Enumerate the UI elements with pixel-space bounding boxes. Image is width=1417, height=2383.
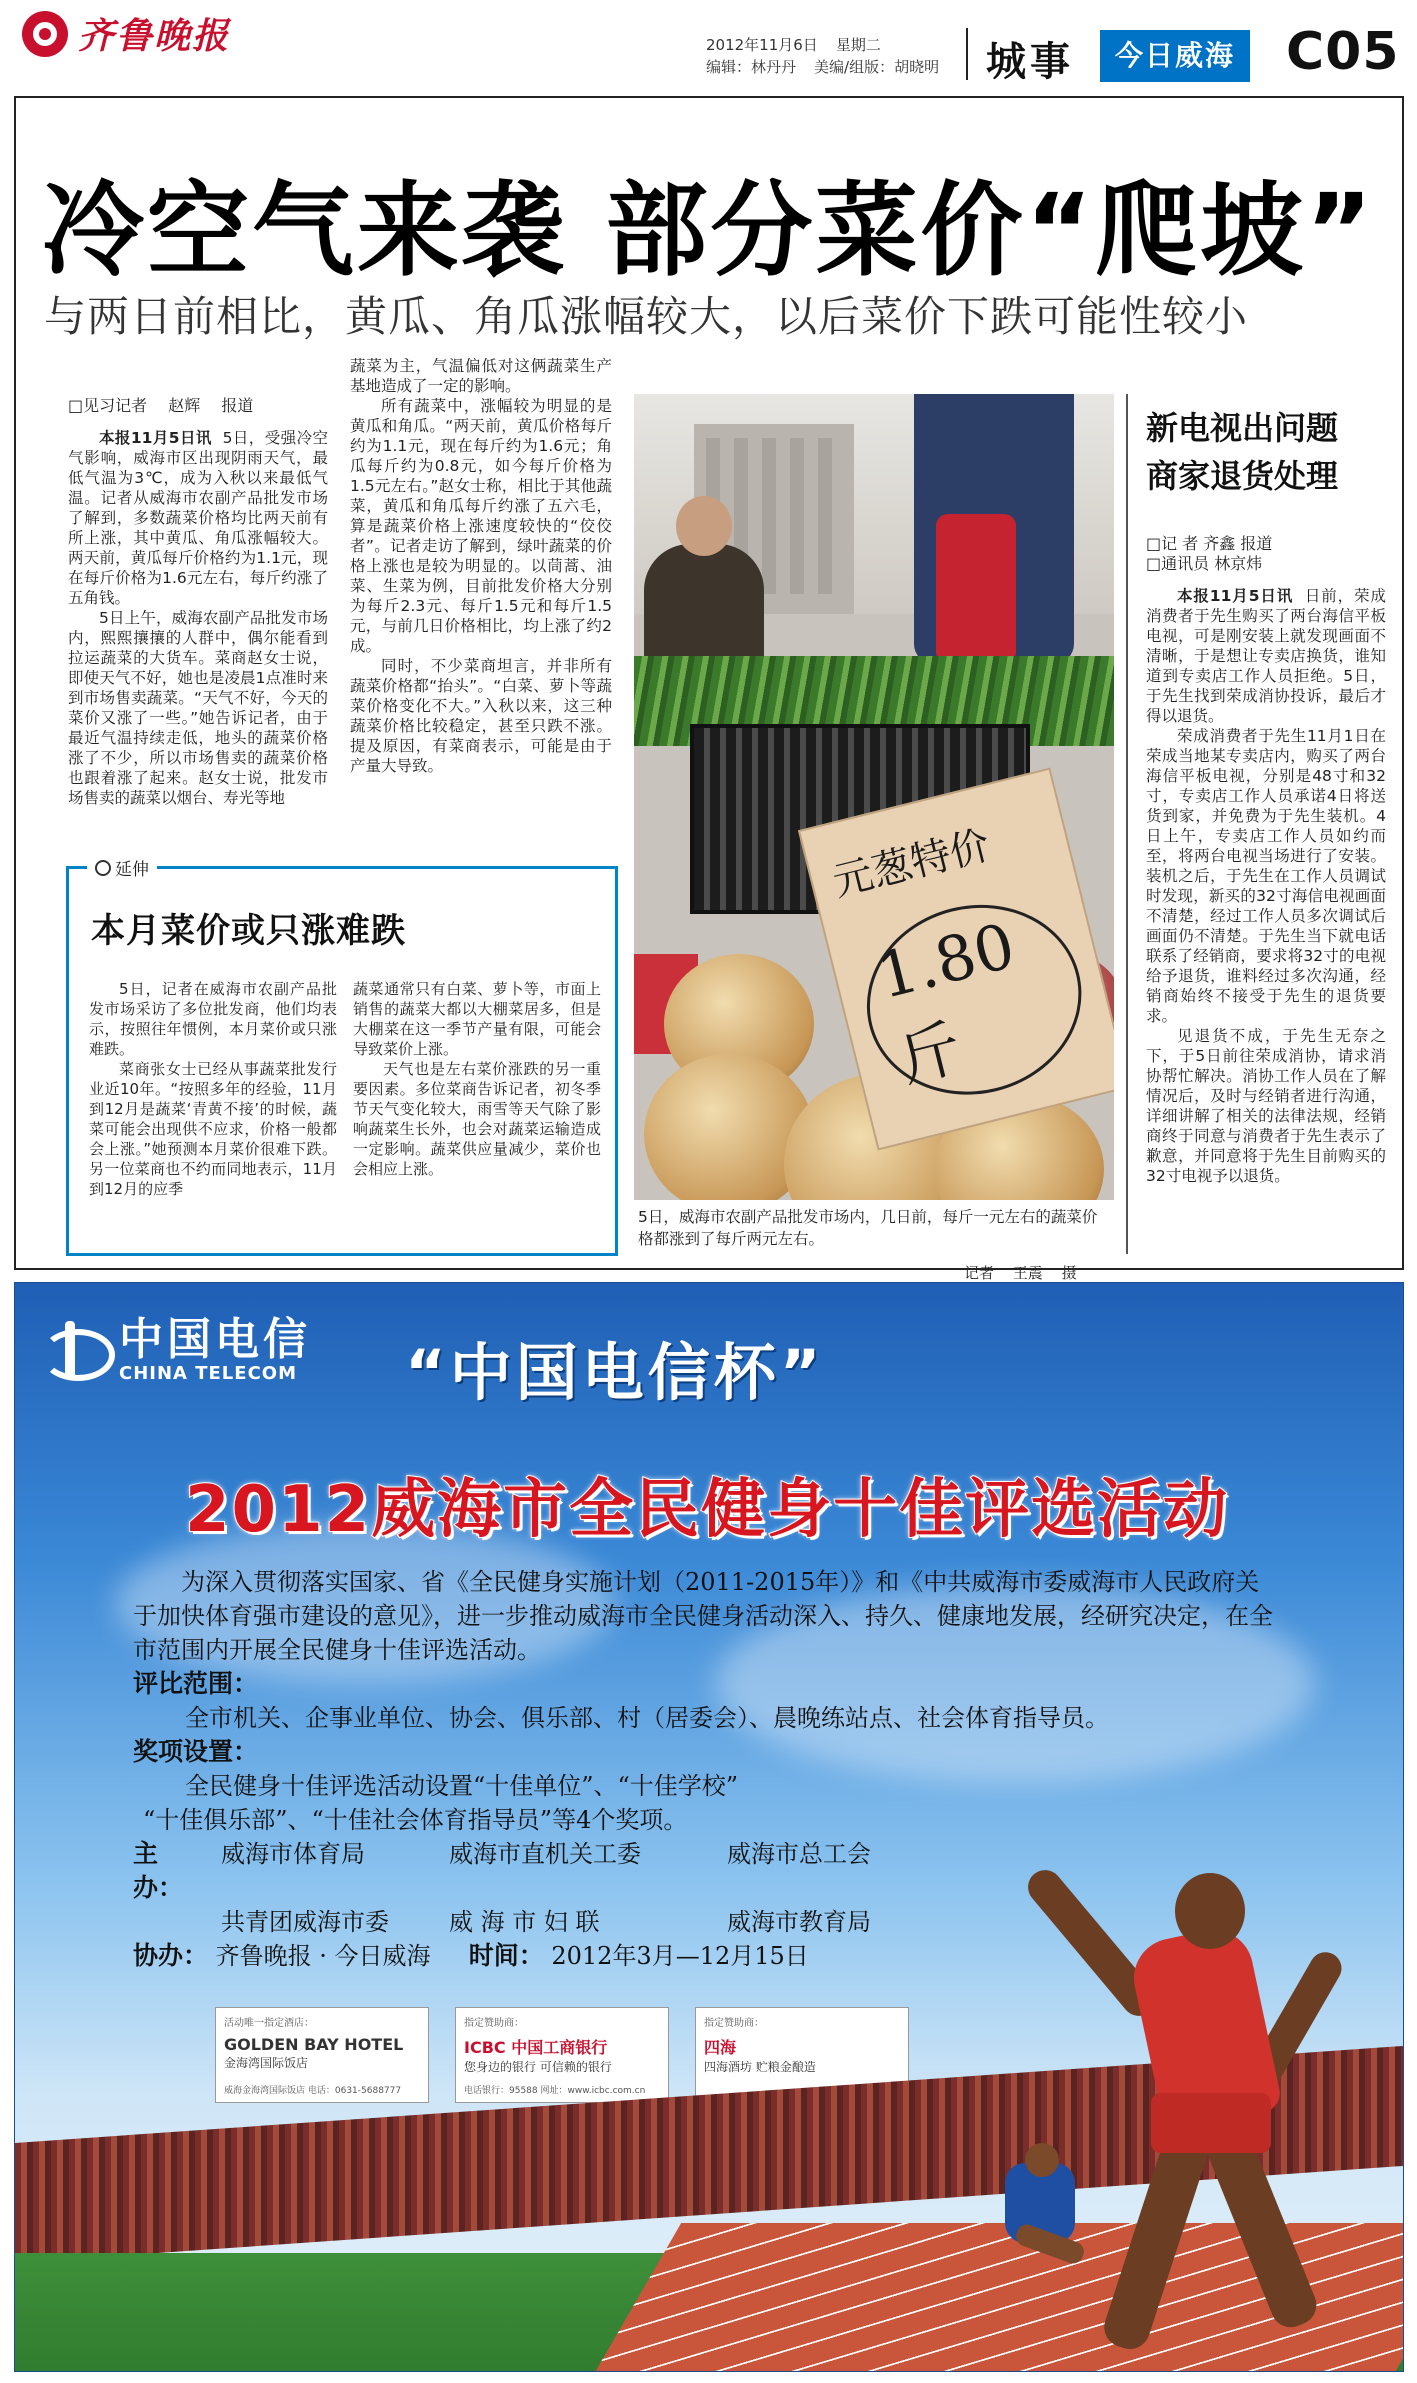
host-label: 主办：: [133, 1839, 184, 1902]
telecom-advertisement: [14, 1282, 1404, 2372]
extension-tag: [87, 855, 157, 880]
issue-weekday: 星期二: [835, 36, 881, 54]
masthead: [0, 0, 1417, 96]
coorg-text: 齐鲁晚报 · 今日威海: [215, 1942, 431, 1970]
event-title: 2012威海市全民健身十佳评选活动: [185, 1473, 1230, 1547]
lead-dateline: 本报11月5日讯: [99, 429, 212, 447]
price-sign-price: 1.80斤: [847, 882, 1102, 1117]
credit-name: 王震: [1012, 1264, 1043, 1282]
china-telecom-emblem-icon: [37, 1321, 107, 1381]
sprinter-figure: [1055, 1843, 1355, 2363]
sidebar-paragraph: [1146, 586, 1386, 726]
ad-intro: 为深入贯彻落实国家、省《全民健身实施计划（2011-2015年）》和《中共威海市委威海市人民政府关于加快体育强市建设的意见》，进一步推动威海市全民健身活动深入、持久、健康地发展，经研究决定，在全市范围内开展全民健身十佳评选活动。: [133, 1568, 1273, 1664]
byline-role: □见习记者: [68, 396, 148, 415]
extension-column-2: [353, 979, 601, 1179]
lead-paragraph-text: 5日，受强冷空气影响，威海市区出现阴雨天气，最低气温为3℃，成为入秋以来最低气温。记者从威海市农副产品批发市场了解到，多数蔬菜价格均比两天前有所上涨，其中黄瓜、角瓜涨幅较大。两天前，黄瓜每斤价格约为1.1元，现在每斤价格为1.6元左右，每斤约涨了五角钱。: [68, 429, 329, 607]
section-name: 城事: [986, 39, 1074, 85]
paper-name: 齐鲁晚报: [78, 15, 231, 57]
circle-icon: [95, 860, 111, 876]
designer-credit: 美编/组版：胡晓明: [814, 58, 940, 76]
lead-paragraph: 同时，不少菜商坦言，并非所有蔬菜价格都“抬头”。“白菜、萝卜等蔬菜价格变化不大。”入秋以来，这三种蔬菜价格比较稳定，甚至只跌不涨。提及原因，有菜商表示，可能是由于产量大导致。: [350, 657, 612, 775]
time-text: 2012年3月—12月15日: [551, 1942, 809, 1970]
sponsor-footer: 电话银行：95588 网址：www.icbc.com.cn: [464, 2086, 646, 2096]
masthead-divider: [966, 28, 968, 80]
sponsor-brand-sub: 金海湾国际饭店: [224, 2056, 309, 2070]
page-number: C05: [1286, 22, 1400, 82]
host-item: 威海市直机关工委: [449, 1840, 641, 1868]
scope-label: 评比范围：: [133, 1669, 259, 1698]
sponsor-brand: GOLDEN BAY HOTEL: [224, 2035, 404, 2054]
sponsor-brand-sub: 四海酒坊 贮粮金酿造: [704, 2060, 816, 2074]
host-item: 威海市教育局: [727, 1908, 871, 1936]
news-frame: [14, 96, 1404, 1282]
photo-shopper: [914, 394, 1074, 664]
host-item: 威海市体育局: [221, 1840, 365, 1868]
extension-paragraph: 菜商张女士已经从事蔬菜批发行业近10年。“按照多年的经验，11月到12月是蔬菜‘青黄不接’的时候，蔬菜可能会出现供不应求，价格一般都会上涨。”她预测本月菜价很难下跌。另一位菜商也不约而同地表示，11月到12月的应季: [89, 1060, 337, 1198]
market-photo: [634, 394, 1114, 1200]
extension-title: 本月菜价或只涨难跌: [91, 911, 406, 951]
sidebar-paragraph: 见退货不成，于先生无奈之下，于5日前往荣成消协，请求消协帮忙解决。消协工作人员在了解情况后，及时与经销者进行沟通，详细讲解了相关的法律法规，经销商终于同意与消费者于先生表示了歉意，并同意将于先生目前购买的32寸电视予以退货。: [1146, 1027, 1386, 1185]
awards-label: 奖项设置：: [133, 1737, 259, 1766]
extension-column-1: [89, 979, 337, 1199]
sidebar-headline: [1146, 404, 1338, 500]
credit-role: 记者: [964, 1264, 995, 1282]
lead-paragraph: 蔬菜为主，气温偏低对这俩蔬菜生产基地造成了一定的影响。: [350, 357, 612, 395]
sponsor-caption: 指定赞助商：: [704, 2018, 764, 2029]
lead-paragraph: [68, 428, 328, 608]
cup-title: “中国电信杯”: [405, 1336, 825, 1409]
section-badge: 今日威海: [1100, 30, 1250, 82]
sponsor-footer: 威海金海湾国际饭店 电话：0631-5688777: [224, 2086, 402, 2096]
sponsor-hotel: [215, 2007, 429, 2103]
lead-paragraph: 所有蔬菜中，涨幅较为明显的是黄瓜和角瓜。“两天前，黄瓜价格每斤约为1.1元，现在每斤约为1.6元；角瓜每斤约为0.8元，如今每斤价格为1.5元左右。”赵女士称，相比于其他蔬菜，黄瓜和角瓜每斤约涨了五六毛，算是蔬菜价格上涨速度较快的“佼佼者”。记者走访了解到，绿叶蔬菜的价格上涨也是较为明显的。以茼蒿、油菜、生菜为例，目前批发价格大分别为每斤2.3元、每斤1.5元和每斤1.5元，与前几日价格相比，均上涨了约2成。: [350, 397, 612, 655]
coorg-label: 协办：: [133, 1941, 209, 1970]
sidebar-byline-1: □记 者 齐鑫 报道: [1146, 534, 1273, 553]
byline-name: 赵辉: [168, 396, 201, 415]
extension-box: [66, 860, 618, 1256]
lead-column-1: [68, 396, 328, 808]
brand-cn: 中国电信: [119, 1314, 311, 1365]
byline-action: 报道: [221, 396, 254, 415]
lead-column-2: [350, 356, 612, 776]
sponsor-brand-sub: 您身边的银行 可信赖的银行: [464, 2060, 612, 2074]
sidebar-dateline: 本报11月5日讯: [1177, 587, 1294, 605]
sidebar-paragraph-text: 日前，荣成消费者于先生购买了两台海信平板电视，可是刚安装上就发现画面不清晰，于是想让专卖店换货，谁知道到专卖店工作人员拒绝。5日，于先生找到荣成消协投诉，最后才得以退货。: [1146, 587, 1386, 725]
sidebar-article: [1146, 534, 1386, 1186]
host-item: 威海市总工会: [727, 1840, 871, 1868]
lead-headline: 冷空气来袭 部分菜价“爬坡”: [42, 172, 1376, 291]
sponsor-brand: ICBC 中国工商银行: [464, 2038, 608, 2057]
sidebar-divider: [1126, 394, 1128, 1254]
china-telecom-logo: [37, 1314, 311, 1384]
sidebar-title-line-1: 新电视出问题: [1146, 409, 1339, 447]
host-item: 共青团威海市委: [221, 1908, 389, 1936]
paper-logo: [22, 8, 230, 59]
sidebar-byline-2: □通讯员 林京炜: [1146, 554, 1263, 573]
host-item: 威 海 市 妇 联: [449, 1908, 600, 1936]
editor-credit: 编辑：林丹丹: [706, 58, 797, 76]
sponsor-brand: 四海: [704, 2038, 737, 2057]
brand-en: CHINA TELECOM: [119, 1363, 297, 1384]
sponsor-caption: 活动唯一指定酒店：: [224, 2018, 314, 2029]
sidebar-title-line-2: 商家退货处理: [1146, 457, 1339, 495]
sponsor-caption: 指定赞助商：: [464, 2018, 524, 2029]
extension-tag-label: 延伸: [115, 860, 149, 880]
sponsor-icbc: [455, 2007, 669, 2103]
issue-meta: [706, 34, 939, 78]
price-sign-title: 元葱特价: [828, 822, 995, 906]
lead-byline: [68, 396, 328, 416]
photo-credit: [964, 1262, 1091, 1283]
awards-line-1: 全民健身十佳评选活动设置“十佳单位”、“十佳学校”: [185, 1772, 739, 1800]
time-label: 时间：: [468, 1941, 544, 1970]
lead-subhead: 与两日前相比，黄瓜、角瓜涨幅较大，以后菜价下跌可能性较小: [44, 292, 1249, 341]
logo-emblem-icon: [22, 11, 68, 57]
lead-paragraph: 5日上午，威海农副产品批发市场内，熙熙攘攘的人群中，偶尔能看到拉运蔬菜的大货车。菜商赵女士说，即使天气不好，她也是凌晨1点准时来到市场售卖蔬菜。“天气不好，今天的菜价又涨了一些。”她告诉记者，由于最近气温持续走低，地头的蔬菜价格涨了不少，所以市场售卖的蔬菜价格也跟着涨了起来。赵女士说，批发市场售卖的蔬菜以烟台、寿光等地: [68, 609, 328, 807]
extension-paragraph: 天气也是左右菜价涨跌的另一重要因素。多位菜商告诉记者，初冬季节天气变化较大，雨雪等天气除了影响蔬菜生长外，也会对蔬菜运输造成一定影响。蔬菜供应量减少，菜价也会相应上涨。: [353, 1060, 601, 1178]
extension-paragraph: 5日，记者在威海市农副产品批发市场采访了多位批发商，他们均表示，按照往年惯例，本月菜价或只涨难跌。: [89, 980, 337, 1058]
extension-paragraph: 蔬菜通常只有白菜、萝卜等，市面上销售的蔬菜大都以大棚菜居多，但是大棚菜在这一季节产量有限，可能会导致菜价上涨。: [353, 980, 601, 1058]
awards-line-2: “十佳俱乐部”、“十佳社会体育指导员”等4个奖项。: [143, 1806, 688, 1834]
scope-text: 全市机关、企事业单位、协会、俱乐部、村（居委会）、晨晚练站点、社会体育指导员。: [185, 1704, 1109, 1732]
photo-caption: 5日，威海市农副产品批发市场内，几日前，每斤一元左右的蔬菜价格都涨到了每斤两元左右。: [638, 1208, 1098, 1248]
issue-date: 2012年11月6日: [706, 36, 818, 54]
sidebar-paragraph: 荣成消费者于先生11月1日在荣成当地某专卖店内，购买了两台海信平板电视，分别是48寸和32寸，专卖店工作人员承诺4日将送货到家，并免费为于先生装机。4日上午，专卖店工作人员如约而至，将两台电视当场进行了安装。装机之后，于先生在工作人员调试时发现，新买的32寸海信电视画面不清楚，经过工作人员多次调试后画面仍不清楚。于先生当下就电话联系了经销商，要求将32寸的电视给予退货，谁料经过多次沟通，经销商始终不接受于先生的退货要求。: [1146, 727, 1386, 1025]
credit-action: 摄: [1061, 1264, 1077, 1282]
